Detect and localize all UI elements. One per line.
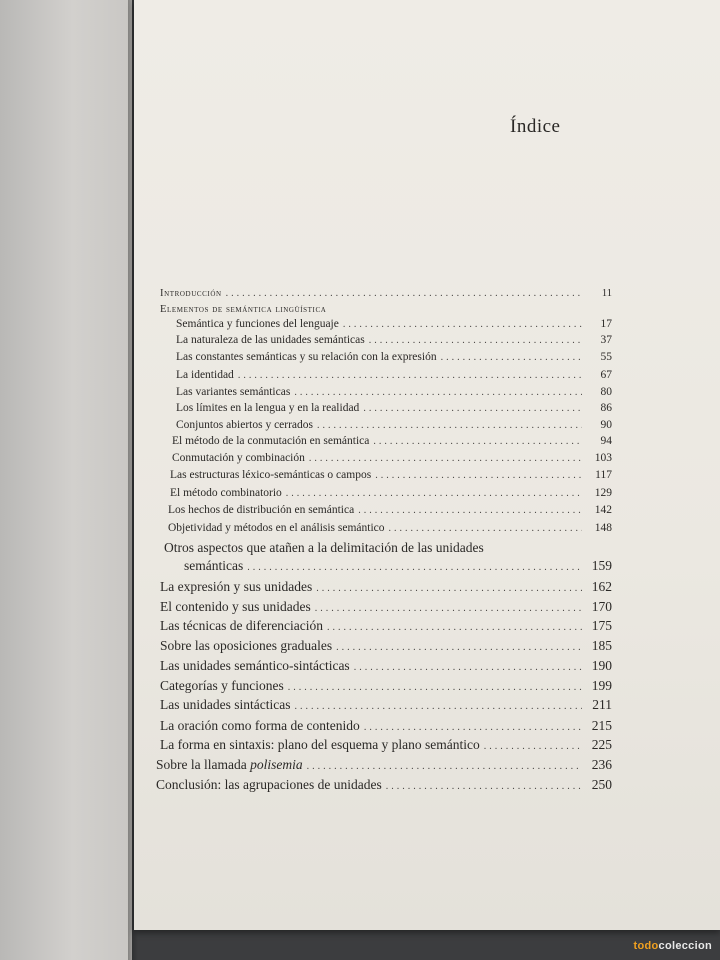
toc-entry (172, 435, 612, 447)
toc-entry (176, 402, 612, 414)
page-heading: Índice (510, 116, 561, 137)
toc-entry (184, 558, 612, 574)
toc-entry-page: 148 (594, 522, 612, 534)
leader-dots (484, 741, 582, 752)
leader-dots (309, 453, 582, 464)
toc-entry-page: 103 (594, 452, 612, 464)
leader-dots (364, 722, 582, 733)
leader-dots (307, 761, 582, 772)
toc-entry-title: Conjuntos abiertos y cerrados (176, 419, 314, 431)
toc-entry-page: 159 (591, 558, 612, 573)
toc-entry-title: Las técnicas de diferenciación (160, 618, 324, 633)
leader-dots (369, 335, 582, 346)
leader-dots (226, 288, 582, 299)
leader-dots (336, 642, 582, 653)
toc-entry-title: El contenido y sus unidades (160, 599, 311, 614)
toc-entry (176, 334, 612, 346)
toc-entry-title: Las variantes semánticas (176, 386, 291, 398)
toc-entry-title: Los límites en la lengua y en la realidad (176, 402, 360, 414)
leader-dots (315, 603, 582, 614)
leader-dots (247, 562, 582, 573)
toc-entry-page: 175 (591, 618, 612, 633)
toc-entry-page: 67 (600, 369, 612, 381)
toc-entry (168, 504, 612, 516)
leader-dots (389, 523, 582, 534)
toc-entry-page: 142 (594, 504, 612, 516)
polisemia-title: Sobre la llamada polisemia (156, 757, 303, 772)
leader-dots (286, 488, 582, 499)
toc-entry-title (156, 757, 303, 773)
leader-dots (316, 583, 582, 594)
toc-entry (176, 386, 612, 398)
toc-entry-title: La oración como forma de contenido (160, 718, 360, 733)
toc-entry-page: 129 (594, 487, 612, 499)
toc-entry-title: Otros aspectos que atañen a la delimitación de las unidades (164, 540, 484, 555)
leader-dots (288, 682, 582, 693)
leader-dots (373, 436, 582, 447)
toc-entry (160, 737, 612, 753)
toc-entry-page: 117 (595, 469, 612, 481)
toc-entry-page: 11 (601, 288, 612, 299)
toc-entry-title: Los hechos de distribución en semántica (168, 504, 355, 516)
toc-entry-page: 94 (600, 435, 612, 447)
leader-dots (363, 403, 582, 414)
toc-section-heading (160, 304, 612, 315)
leader-dots (238, 370, 582, 381)
toc-entry-page: 90 (600, 419, 612, 431)
toc-entry-page: 236 (591, 757, 612, 772)
toc-entry (164, 540, 612, 556)
leader-dots (327, 622, 582, 633)
toc-entry-page: 190 (591, 658, 612, 673)
leader-dots (317, 420, 582, 431)
toc-entry-title: Las constantes semánticas y su relación con la expresión (176, 351, 437, 363)
toc-entry-page: 170 (591, 599, 612, 614)
toc-entry (176, 419, 612, 431)
toc-entry-page: 17 (600, 318, 612, 330)
toc-entry (160, 618, 612, 634)
toc-entry-title: El método de la conmutación en semántica (172, 435, 370, 447)
toc-entry-title: La identidad (176, 369, 234, 381)
toc-entry-page: 185 (591, 638, 612, 653)
toc-entry-title: Las estructuras léxico-semánticas o campos (170, 469, 372, 481)
toc-entry (156, 777, 612, 793)
toc-entry-title: La expresión y sus unidades (160, 579, 313, 594)
toc-entry (160, 288, 612, 299)
toc-entry-title: Semántica y funciones del lenguaje (176, 318, 339, 330)
toc-entry-title: Elementos de semántica lingüística (160, 304, 327, 315)
toc-entry (156, 757, 612, 773)
leader-dots (375, 470, 582, 481)
toc-entry-title: La naturaleza de las unidades semánticas (176, 334, 365, 346)
toc-entry-title: Las unidades sintácticas (160, 697, 291, 712)
toc-entry (176, 318, 612, 330)
polisemia-italic: polisemia (250, 757, 303, 772)
toc-entry-page: 211 (592, 697, 612, 712)
toc-entry-title: Introducción (160, 288, 222, 299)
toc-entry (170, 487, 612, 499)
toc-entry-page: 55 (600, 351, 612, 363)
leader-dots (441, 352, 582, 363)
toc-entry-page: 199 (591, 678, 612, 693)
toc-entry-title: Las unidades semántico-sintácticas (160, 658, 350, 673)
toc-entry-page: 80 (600, 386, 612, 398)
leader-dots (294, 701, 582, 712)
leader-dots (354, 662, 582, 673)
toc-entry-page: 215 (591, 718, 612, 733)
leader-dots (294, 387, 582, 398)
toc-entry (160, 599, 612, 615)
toc-entry (160, 678, 612, 694)
leader-dots (343, 319, 582, 330)
toc-entry-title: Categorías y funciones (160, 678, 284, 693)
toc-entry-title: Conmutación y combinación (172, 452, 305, 464)
toc-entry-page: 37 (600, 334, 612, 346)
toc-entry-title: semánticas (184, 558, 244, 573)
toc-entry (176, 351, 612, 363)
toc-entry-page: 250 (591, 777, 612, 792)
toc-entry (170, 469, 612, 481)
toc-entry-title: El método combinatorio (170, 487, 282, 499)
toc-entry (160, 638, 612, 654)
toc-entry (160, 718, 612, 734)
toc-entry-title: Objetividad y métodos en el análisis semántico (168, 522, 385, 534)
toc-entry (160, 658, 612, 674)
leader-dots (358, 505, 582, 516)
toc-entry-page: 162 (591, 579, 612, 594)
toc-entry-title: Sobre las oposiciones graduales (160, 638, 333, 653)
toc-entry (172, 452, 612, 464)
watermark-logo: todocoleccion (633, 940, 712, 952)
toc-entry (168, 522, 612, 534)
toc-entry-page: 86 (600, 402, 612, 414)
toc-entry-page: 225 (591, 737, 612, 752)
toc-entry (176, 369, 612, 381)
left-page-edge (0, 0, 132, 960)
toc-entry (160, 697, 612, 713)
toc-entry-title: Conclusión: las agrupaciones de unidades (156, 777, 382, 792)
toc-entry-title: La forma en sintaxis: plano del esquema y plano semántico (160, 737, 480, 752)
toc-entry (160, 579, 612, 595)
leader-dots (386, 781, 582, 792)
